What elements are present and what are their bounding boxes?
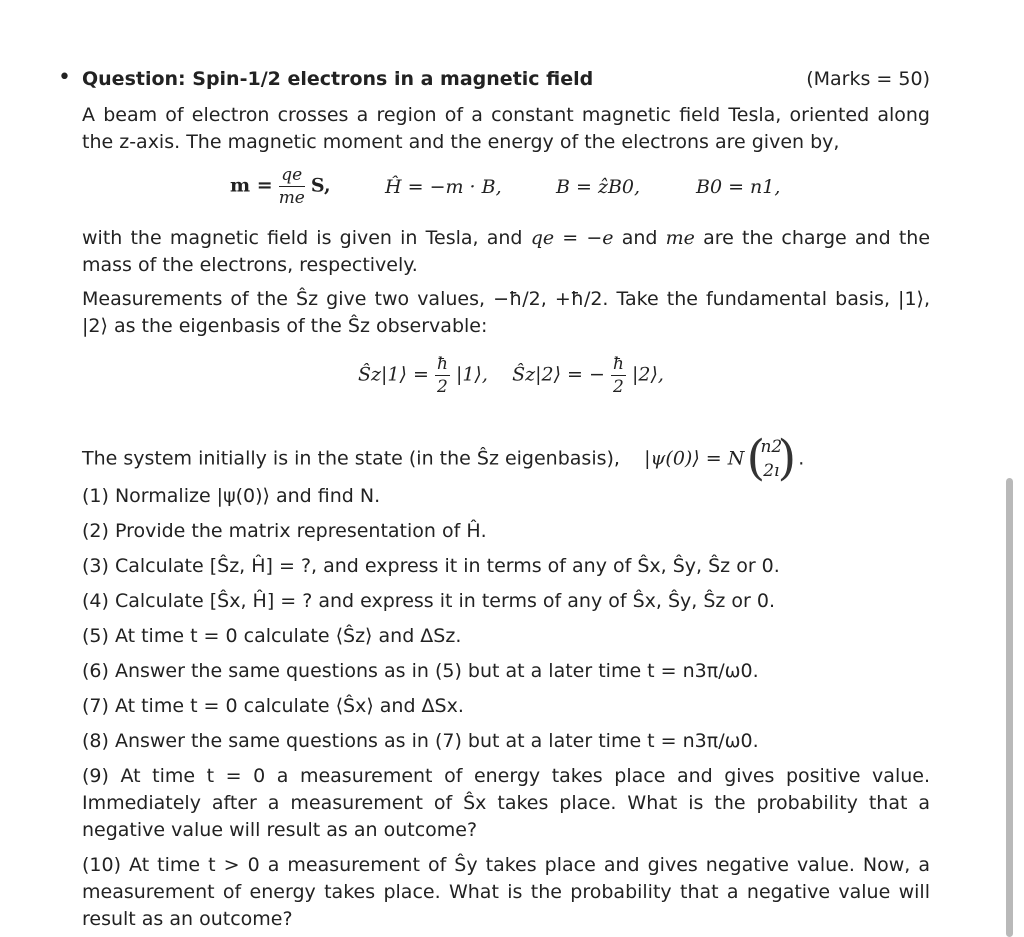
question-item-10: (10) At time t > 0 a measurement of Ŝy takes place and gives negative value. Now, a measurement of energy takes place. What is the probability that a negative value will result as an outcome? [82, 854, 930, 930]
question-item-6: (6) Answer the same questions as in (5) but at a later time t = n3π/ω0. [82, 660, 759, 682]
initial-state-line [82, 430, 930, 486]
eq-m-rhs: S, [310, 174, 331, 197]
equation-magnetic-moment [230, 164, 331, 209]
eigen-frac1-den: 2 [437, 377, 448, 397]
question-title: Question: Spin-1/2 electrons in a magnetic field [82, 68, 594, 90]
eigen-rhs2: |2⟩, [631, 363, 664, 386]
field-and: and [621, 227, 658, 249]
initial-state-end: . [798, 447, 805, 470]
equation-b0: B0 = n1, [696, 176, 781, 198]
question-item-1: (1) Normalize |ψ(0)⟩ and find N. [82, 485, 381, 507]
question-item-5: (5) At time t = 0 calculate ⟨Ŝz⟩ and ΔSz. [82, 625, 462, 647]
vertical-scrollbar[interactable] [1006, 478, 1014, 937]
bullet-point: • [58, 65, 71, 90]
equation-hamiltonian: Ĥ = −m · B, [385, 176, 502, 198]
initial-state-ket: |ψ(0)⟩ = N [644, 447, 745, 470]
question-item-2: (2) Provide the matrix representation of Ĥ. [82, 520, 487, 542]
question-item-8: (8) Answer the same questions as in (7) but at a later time t = n3π/ω0. [82, 730, 759, 752]
intro-paragraph: A beam of electron crosses a region of a constant magnetic field Tesla, oriented along the z-axis. The magnetic moment and the energy of the electrons are given by, [82, 104, 930, 153]
eigen-frac1 [435, 353, 450, 398]
equation-field: B = ẑB0, [556, 176, 641, 198]
scrollbar-thumb[interactable] [1006, 478, 1013, 937]
initial-state-text: The system initially is in the state (in the Ŝz eigenbasis), [82, 447, 620, 470]
eigen-frac2 [611, 353, 626, 398]
question-marks: (Marks = 50) [806, 68, 930, 90]
eigen-frac2-den: 2 [613, 377, 624, 397]
equation-eigen [358, 353, 664, 398]
eq-fraction-num: qe [279, 164, 305, 187]
eigen-rhs1: |1⟩, [455, 363, 488, 386]
question-item-4: (4) Calculate [Ŝx, Ĥ] = ? and express it in terms of any of Ŝx, Ŝy, Ŝz or 0. [82, 590, 776, 612]
field-text-b: are the charge and the mass of the electrons, respectively. [82, 227, 931, 276]
field-me: me [665, 227, 695, 249]
eigen-frac2-num: ħ [612, 354, 624, 374]
measurement-paragraph: Measurements of the Ŝz give two values, −ħ/2, +ħ/2. Take the fundamental basis, |1⟩, |2⟩ as the eigenbasis of the Ŝz observable: [82, 288, 930, 337]
state-vector: ( n2 2ı ) [746, 430, 797, 486]
state-vector-top: n2 [760, 437, 783, 457]
field-text-a: with the magnetic field is given in Tesla, and [82, 227, 523, 249]
field-qe: qe = −e [530, 227, 614, 249]
question-item-7: (7) At time t = 0 calculate ⟨Ŝx⟩ and ΔSx. [82, 695, 464, 717]
question-item-9: (9) At time t = 0 a measurement of energy takes place and gives positive value. Immediately after a measurement of Ŝx takes place. What is the probability that a negative value will result as an outcome? [82, 765, 930, 841]
eq-m-lhs: m = [230, 174, 273, 197]
field-paragraph [82, 225, 930, 279]
eq-fraction [279, 164, 305, 209]
state-vector-bottom: 2ı [763, 461, 780, 481]
question-item-3: (3) Calculate [Ŝz, Ĥ] = ?, and express it in terms of any of Ŝx, Ŝy, Ŝz or 0. [82, 555, 780, 577]
eigen-frac1-num: ħ [436, 354, 448, 374]
eigen-lhs2: Ŝz|2⟩ = − [512, 363, 605, 386]
eq-fraction-den: me [278, 188, 305, 208]
eigen-lhs1: Ŝz|1⟩ = [358, 363, 429, 386]
question-header [82, 66, 930, 94]
